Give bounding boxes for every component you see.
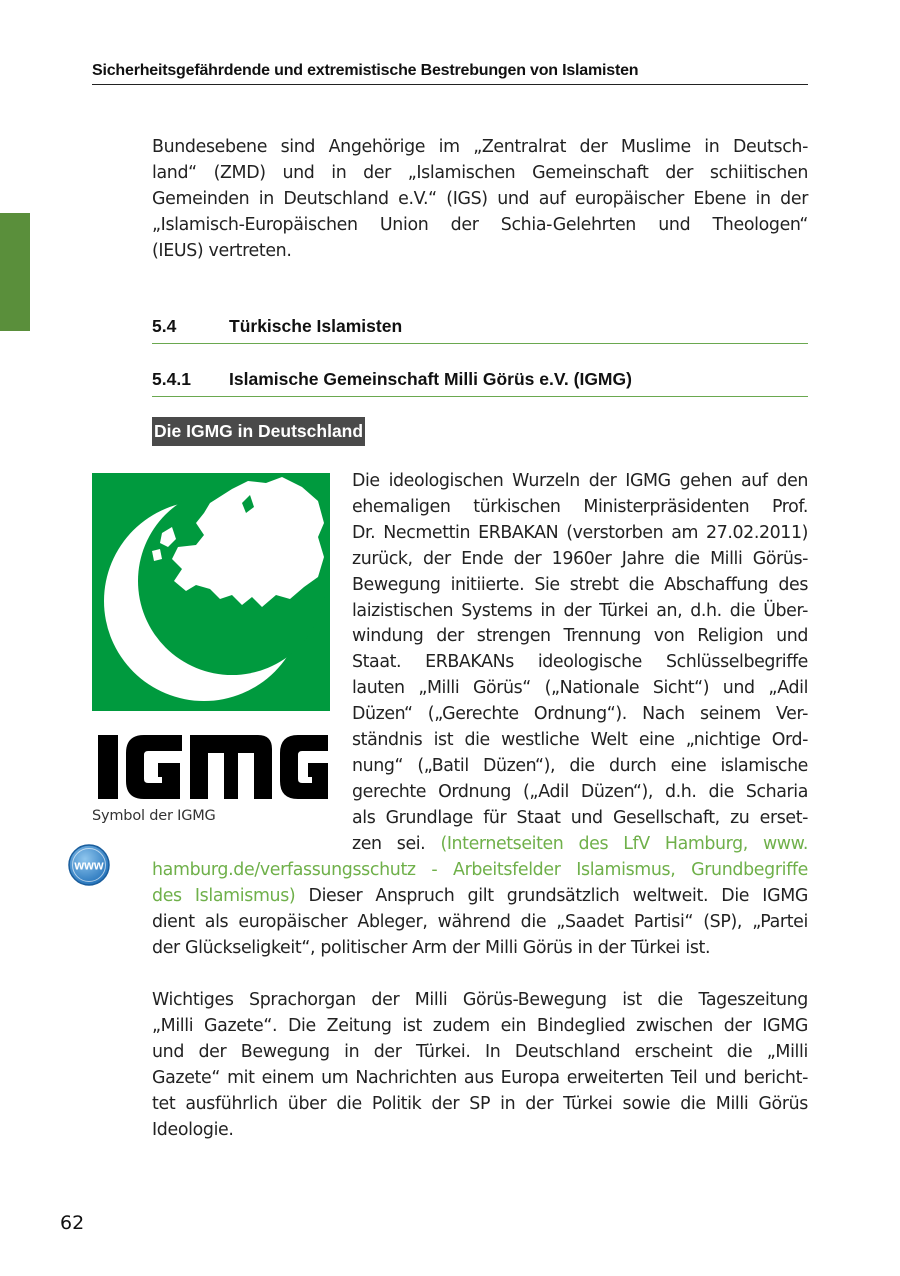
body-line: Die ideologischen Wurzeln der IGMG gehen auf den [352, 471, 808, 491]
body-paragraph-1-continued [152, 857, 808, 961]
body-line: Staat. ERBAKANs ideologische Schlüsselbegriffe [352, 652, 808, 673]
subheading-label: Die IGMG in Deutschland [152, 417, 365, 446]
body-line [352, 832, 808, 858]
section-title: Islamische Gemeinschaft Milli Görüs e.V. (IGMG) [229, 369, 632, 389]
intro-line: (IEUS) vertreten. [152, 241, 292, 261]
body-line: Wichtiges Sprachorgan der Milli Görüs-Bewegung ist die Tageszeitung [152, 990, 808, 1010]
intro-line: „Islamisch-Europäischen Union der Schia-Gelehrten und Theologen“ [152, 215, 808, 235]
page-number: 62 [60, 1212, 85, 1234]
body-line: laizistischen Systems in der Türkei an, d.h. die Über- [352, 600, 808, 621]
source-link-end[interactable]: des Islamismus) [152, 886, 296, 906]
body-line: zurück, der Ende der 1960er Jahre die Milli Görüs- [352, 548, 808, 569]
body-line: als Grundlage für Staat und Gesellschaft, zu erset- [352, 807, 808, 828]
body-line: tet ausführlich über die Politik der SP in der Türkei sowie die Milli Görüs [152, 1094, 808, 1114]
section-number: 5.4.1 [152, 369, 191, 389]
body-paragraph-1 [352, 469, 808, 858]
chapter-tab [0, 213, 30, 331]
running-header: Sicherheitsgefährdende und extremistische Bestrebungen von Islamisten [92, 62, 808, 85]
intro-line: land“ (ZMD) und in der „Islamischen Gemeinschaft der schiitischen [152, 163, 808, 183]
body-text: Dieser Anspruch gilt grundsätzlich weltweit. Die IGMG [295, 886, 808, 906]
body-line: Gazete“ mit einem um Nachrichten aus Europa erweiterten Teil und bericht- [152, 1068, 808, 1088]
igmg-logo-graphic [92, 473, 330, 803]
www-icon-text: www [74, 858, 104, 873]
body-text: zen sei. [352, 833, 441, 854]
body-line: der Glückseligkeit“, politischer Arm der Milli Görüs in der Türkei ist. [152, 938, 711, 958]
intro-line: Bundesebene sind Angehörige im „Zentralrat der Muslime in Deutsch- [152, 137, 808, 157]
body-line: Dr. Necmettin ERBAKAN (verstorben am 27.02.2011) [352, 522, 808, 543]
body-line: und der Bewegung in der Türkei. In Deutschland erscheint die „Milli [152, 1042, 808, 1062]
section-title: Türkische Islamisten [229, 316, 403, 336]
section-number: 5.4 [152, 316, 177, 336]
intro-paragraph [152, 134, 808, 264]
source-link[interactable]: (Internetseiten des LfV Hamburg, www. [440, 833, 808, 854]
igmg-logo [92, 473, 330, 807]
body-line: ehemaligen türkischen Ministerpräsidenten Prof. [352, 496, 808, 517]
section-heading-5-4-1 [152, 369, 808, 397]
logo-caption: Symbol der IGMG [92, 808, 216, 824]
body-line: „Milli Gazete“. Die Zeitung ist zudem ein Bindeglied zwischen der IGMG [152, 1016, 808, 1036]
body-line: dient als europäischer Ableger, während die „Saadet Partisi“ (SP), „Partei [152, 912, 808, 932]
www-globe-icon [67, 843, 111, 887]
intro-line: Gemeinden in Deutschland e.V.“ (IGS) und auf europäischer Ebene in der [152, 189, 808, 209]
body-line: ständnis ist die westliche Welt eine „nichtige Ord- [352, 730, 808, 751]
body-line: Düzen“ („Gerechte Ordnung“). Nach seinem Ver- [352, 704, 808, 725]
body-paragraph-2 [152, 987, 808, 1143]
body-line: windung der strengen Trennung von Religion und [352, 626, 808, 647]
body-line: Ideologie. [152, 1120, 234, 1140]
section-heading-5-4 [152, 316, 808, 344]
body-line: gerechte Ordnung („Adil Düzen“), d.h. die Scharia [352, 781, 808, 802]
body-line: lauten „Milli Görüs“ („Nationale Sicht“) und „Adil [352, 678, 808, 699]
source-link-line[interactable]: hamburg.de/verfassungsschutz - Arbeitsfelder Islamismus, Grundbegriffe [152, 860, 808, 880]
body-line [152, 883, 808, 909]
body-line: nung“ („Batil Düzen“), die durch eine islamische [352, 755, 808, 776]
body-line: Bewegung initiierte. Sie strebt die Abschaffung des [352, 574, 808, 595]
